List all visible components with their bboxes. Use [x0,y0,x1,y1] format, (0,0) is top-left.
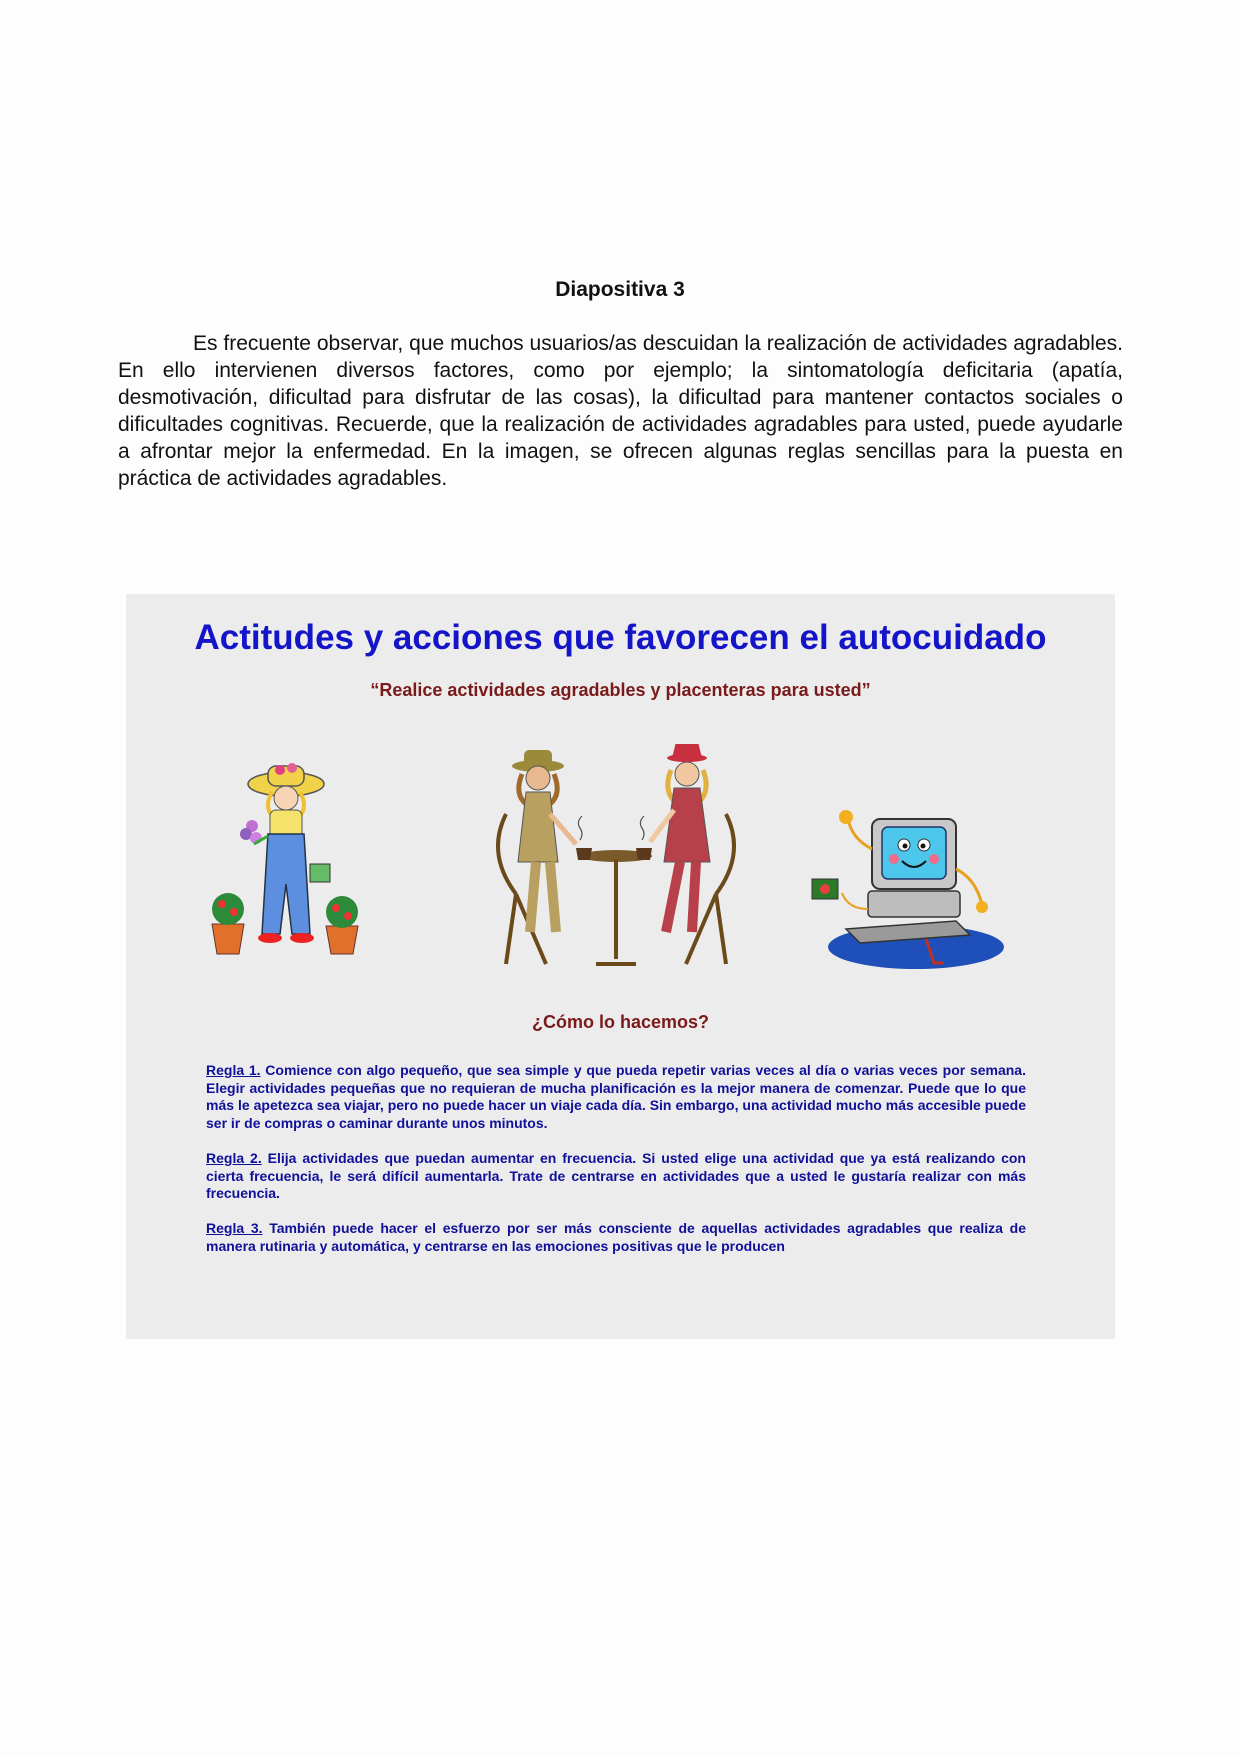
rule-3 [206,1220,1026,1255]
slide-subtitle: “Realice actividades agradables y placenteras para usted” [370,680,871,700]
rule-text: Elija actividades que puedan aumentar en frecuencia. Si usted elige una actividad que ya está realizando con cierta frecuencia, le será difícil aumentarla. Trate de centrarse en actividades que a usted le gustaría realizar con más frecuencia. [206,1150,1026,1201]
gardener-woman-icon [206,754,366,964]
rule-label: Regla 3. [206,1220,263,1236]
rule-text: Comience con algo pequeño, que sea simple y que pueda repetir varias veces al día o varias veces por semana. Elegir actividades pequeñas que no requieran de mucha planificación es la mejor manera de comenzar. Puede que lo que más le apetezca sea viajar, pero no puede hacer un viaje cada día. Sin embargo, una actividad mucho más accesible puede ser ir de compras o caminar durante unos minutos. [206,1062,1026,1131]
rule-2 [206,1150,1026,1203]
slide-image [126,594,1115,1339]
rule-text: También puede hacer el esfuerzo por ser más consciente de aquellas actividades agradables que realiza de manera rutinaria y automática, y centrarse en las emociones positivas que le producen [206,1220,1026,1254]
two-women-cafe-icon [476,744,756,969]
page-heading: Diapositiva 3 [555,278,685,301]
slide-title: Actitudes y acciones que favorecen el autocuidado [194,618,1047,657]
intro-paragraph: Es frecuente observar, que muchos usuarios/as descuidan la realización de actividades agradables. En ello intervienen diversos factores, como por ejemplo; la sintomatología deficitaria (apatía, desmotivación, dificultad para disfrutar de las cosas), la dificultad para mantener contactos sociales o dificultades cognitivas. Recuerde, que la realización de actividades agradables para usted, puede ayudarle a afrontar mejor la enfermedad. En la imagen, se ofrecen algunas reglas sencillas para la puesta en práctica de actividades agradables. [118,332,1123,490]
rule-label: Regla 1. [206,1062,261,1078]
rule-label: Regla 2. [206,1150,262,1166]
how-heading: ¿Cómo lo hacemos? [531,1012,710,1032]
happy-computer-icon [806,809,1006,979]
rule-1 [206,1062,1026,1132]
